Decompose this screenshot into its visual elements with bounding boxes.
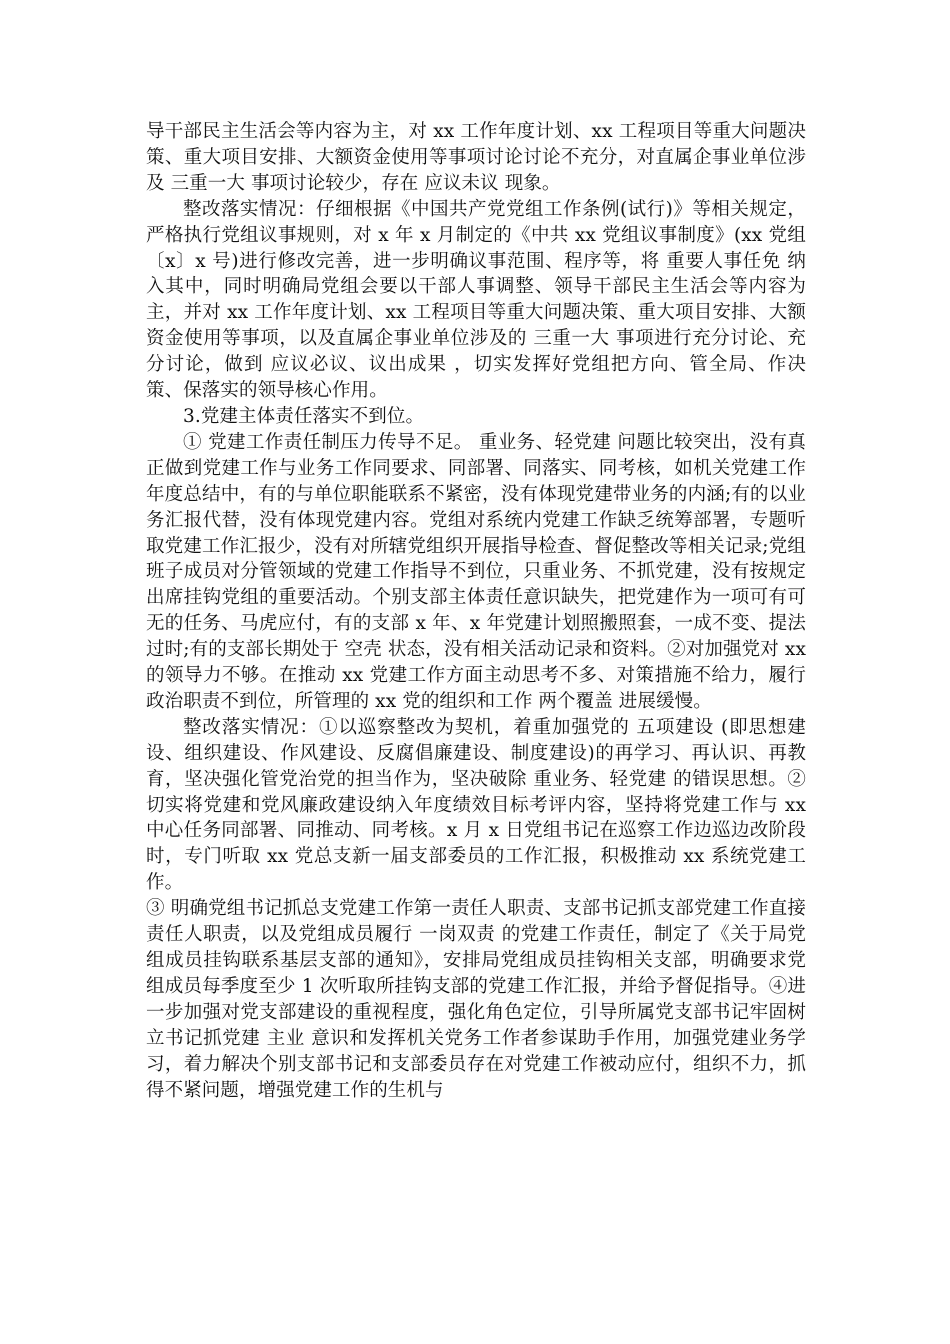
paragraph-rectification-1: 整改落实情况：仔细根据《中国共产党党组工作条例(试行)》等相关规定，严格执行党组议事规则，对 x 年 x 月制定的《中共 xx 党组议事制度》(xx 党组〔x〕x 号)进行修改完善，进一步明确议事范围、程序等，将 重要人事任免 纳入其中，同时明确局党组会要以干部人事调整、领导干部民主生活会等内容为主，并对 xx 工作年度计划、xx 工程项目等重大问题决策、重大项目安排、大额资金使用等事项，以及直属企事业单位涉及的 三重一大 事项进行充分讨论、充分讨论，做到 应议必议、议出成果 ，切实发挥好党组把方向、管全局、作决策、保落实的领导核心作用。 [146,198,806,402]
section-heading-3: 3.党建主体责任落实不到位。 [183,405,425,427]
paragraph-problem-description: ① 党建工作责任制压力传导不足。 重业务、轻党建 问题比较突出，没有真正做到党建工作与业务工作同要求、同部署、同落实、同考核，如机关党建工作年度总结中，有的与单位职能联系不紧密，没有体现党建带业务的内涵;有的以业务汇报代替，没有体现党建内容。党组对系统内党建工作缺乏统筹部署，专题听取党建工作汇报少，没有对所辖党组织开展指导检查、督促整改等相关记录;党组班子成员对分管领域的党建工作指导不到位，只重业务、不抓党建，没有按规定出席挂钩党组的重要活动。个别支部主体责任意识缺失，把党建作为一项可有可无的任务、马虎应付，有的支部 x 年、x 年党建计划照搬照套，一成不变、提法过时;有的支部长期处于 空壳 状态，没有相关活动记录和资料。②对加强党对 xx 的领导力不够。在推动 xx 党建工作方面主动思考不多、对策措施不给力，履行政治职责不到位，所管理的 xx 党的组织和工作 两个覆盖 进展缓慢。 [146,431,806,712]
document-body [146,119,806,1103]
paragraph-rectification-2: 整改落实情况：①以巡察整改为契机，着重加强党的 五项建设 (即思想建设、组织建设、作风建设、反腐倡廉建设、制度建设)的再学习、再认识、再教育，坚决强化管党治党的担当作为，坚决破除 重业务、轻党建 的错误思想。②切实将党建和党风廉政建设纳入年度绩效目标考评内容，坚持将党建工作与 xx 中心任务同部署、同推动、同考核。x 月 x 日党组书记在巡察工作边巡边改阶段时，专门听取 xx 党总支新一届支部委员的工作汇报，积极推动 xx 系统党建工作。 [146,716,806,894]
paragraph-rectification-3: ③ 明确党组书记抓总支党建工作第一责任人职责、支部书记抓支部党建工作直接责任人职责，以及党组成员履行 一岗双责 的党建工作责任，制定了《关于局党组成员挂钩联系基层支部的通知》，安排局党组成员挂钩相关支部，明确要求党组成员每季度至少 1 次听取所挂钩支部的党建工作汇报，并给予督促指导。④进一步加强对党支部建设的重视程度，强化角色定位，引导所属党支部书记牢固树立书记抓党建 主业 意识和发挥机关党务工作者参谋助手作用，加强党建业务学习，着力解决个别支部书记和支部委员存在对党建工作被动应付，组织不力，抓得不紧问题，增强党建工作的生机与 [146,898,806,1101]
paragraph-continuation: 导干部民主生活会等内容为主，对 xx 工作年度计划、xx 工程项目等重大问题决策、重大项目安排、大额资金使用等事项讨论讨论不充分，对直属企事业单位涉及 三重一大 事项讨论较少，存在 应议未议 现象。 [146,121,806,194]
